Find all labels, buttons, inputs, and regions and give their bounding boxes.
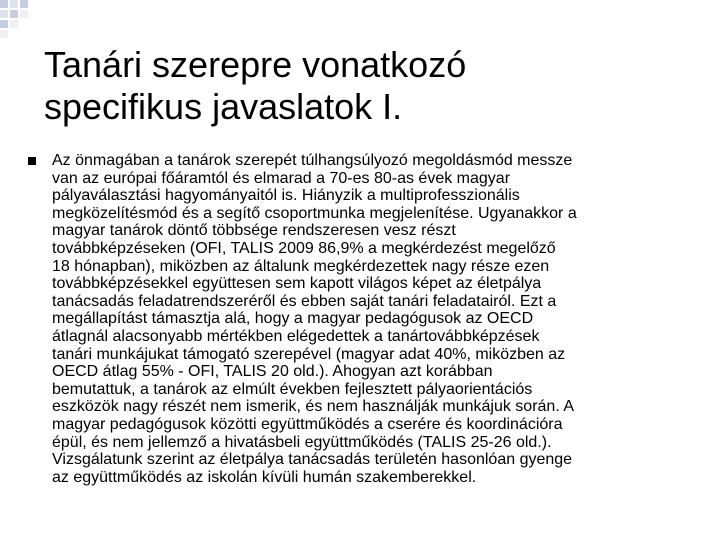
paragraph-line: tanácsadás feladatrendszeréről és ebben saját tanári feladatairól. Ezt a	[52, 292, 557, 310]
paragraph-line: Vizsgálatunk szerint az életpálya tanácsadás területén hasonlóan gyenge	[52, 451, 573, 469]
paragraph-line: OECD átlag 55% - OFI, TALIS 20 old.). Ahogyan azt korábban	[52, 363, 493, 381]
slide-title	[44, 44, 684, 128]
paragraph-line: továbbképzéseken (OFI, TALIS 2009 86,9% a megkérdezést megelőző	[52, 239, 556, 257]
paragraph-line: bemutattuk, a tanárok az elmúlt években fejlesztett pályaorientációs	[52, 380, 533, 398]
square-bullet-icon	[28, 157, 36, 165]
paragraph-line: magyar tanárok döntő többsége rendszeresen vesz részt	[52, 222, 456, 240]
paragraph-line: megállapítást támasztja alá, hogy a magyar pedagógusok az OECD	[52, 310, 534, 328]
paragraph-line: továbbképzésekkel együttesen sem kapott világos képet az életpálya	[52, 275, 542, 293]
slide-title-line: specifikus javaslatok I.	[44, 86, 403, 127]
bullet-paragraph	[52, 152, 708, 486]
paragraph-line: van az európai főáramtól és elmarad a 70-es 80-as évek magyar	[52, 169, 511, 187]
corner-squares-decoration	[0, 0, 60, 40]
paragraph-line: eszközök nagy részét nem ismerik, és nem használják munkájuk során. A	[52, 398, 575, 416]
paragraph-line: pályaválasztási hagyományaitól is. Hiányzik a multiprofesszionális	[52, 187, 520, 205]
paragraph-line: az együttműködés az iskolán kívüli humán szakemberekkel.	[52, 468, 477, 486]
paragraph-line: magyar pedagógusok közötti együttműködés a cserére és koordinációra	[52, 415, 563, 433]
paragraph-line: épül, és nem jellemző a hivatásbeli együttműködés (TALIS 25-26 old.).	[52, 433, 552, 451]
paragraph-line: megközelítésmód és a segítő csoportmunka megjelenítése. Ugyanakkor a	[52, 204, 577, 222]
paragraph-line: tanári munkájukat támogató szerepével (magyar adat 40%, miközben az	[52, 345, 566, 363]
slide-title-line: Tanári szerepre vonatkozó	[44, 44, 467, 85]
paragraph-line: átlagnál alacsonyabb mértékben elégedettek a tanártovábbképzések	[52, 327, 540, 345]
paragraph-line: 18 hónapban), miközben az általunk megkérdezettek nagy része ezen	[52, 257, 550, 275]
paragraph-line: Az önmagában a tanárok szerepét túlhangsúlyozó megoldásmód messze	[52, 152, 573, 169]
